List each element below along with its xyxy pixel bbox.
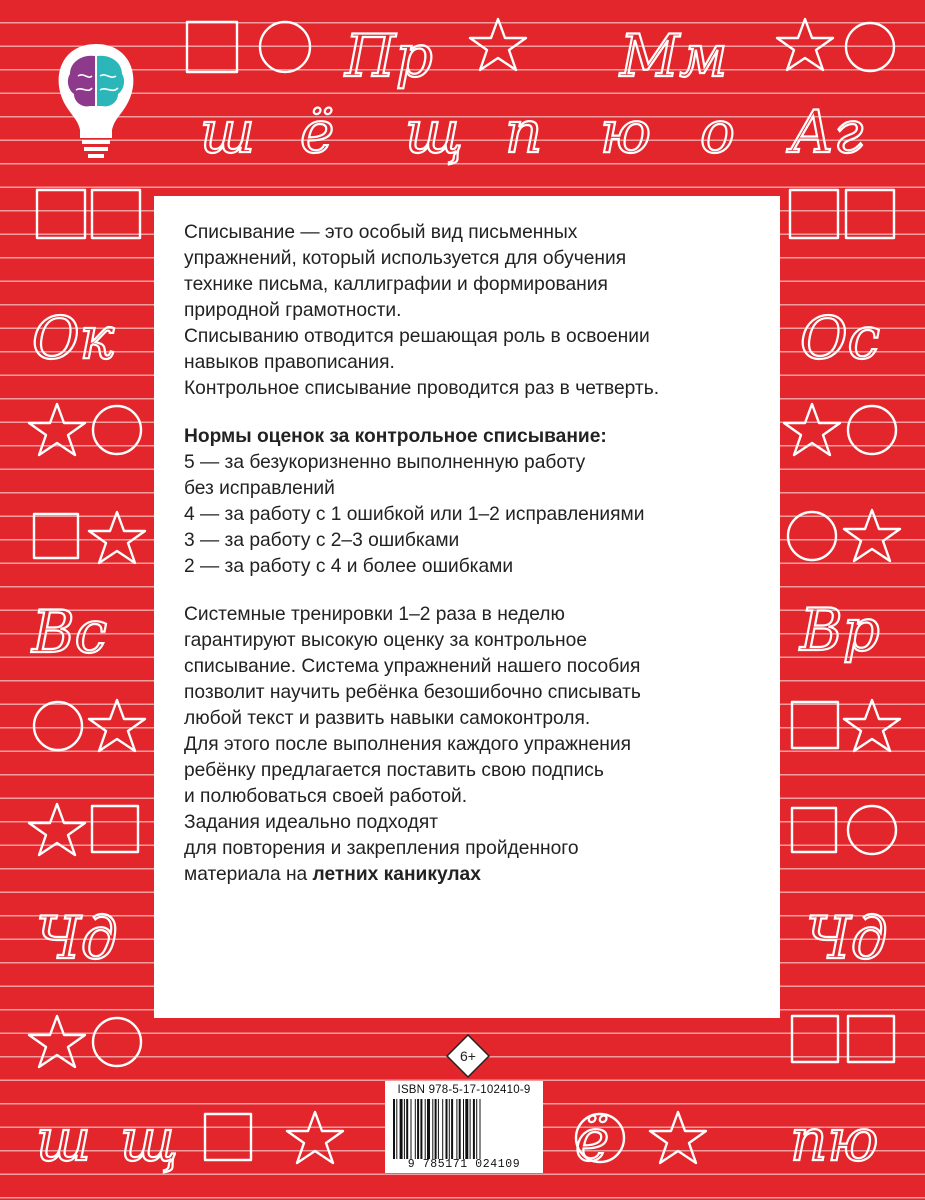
outro-line: Для этого после выполнения каждого упражнения [184, 734, 631, 755]
square-icon [92, 806, 138, 852]
intro-line: технике письма, каллиграфии и формирования [184, 274, 608, 295]
star-icon [650, 1112, 706, 1163]
outro-last-line [184, 862, 760, 888]
svg-text:ё: ё [575, 1106, 610, 1174]
outro-line: любой текст и развить навыки самоконтроля. [184, 708, 591, 729]
star-icon [470, 19, 526, 70]
isbn-text: ISBN 978-5-17-102410-9 [397, 1084, 531, 1096]
square-icon [790, 190, 838, 238]
star-icon [784, 404, 840, 455]
star-icon [89, 700, 145, 751]
svg-text:ю: ю [600, 98, 652, 166]
star-icon [844, 510, 900, 561]
norm-line: 5 — за безукоризненно выполненную работу [184, 452, 586, 473]
brain-lightbulb-logo [59, 44, 134, 158]
star-icon [287, 1112, 343, 1163]
svg-text:ё: ё [300, 98, 335, 166]
outro-line: списывание. Система упражнений нашего пособия [184, 656, 641, 677]
star-icon [29, 1016, 85, 1067]
svg-text:Чд: Чд [36, 904, 118, 972]
outro-line: Системные тренировки 1–2 раза в неделю [184, 604, 565, 625]
svg-text:Ос: Ос [800, 304, 881, 372]
age-rating-label: 6+ [460, 1048, 476, 1064]
norms-heading: Нормы оценок за контрольное списывание: [184, 426, 607, 447]
intro-line: Контрольное списывание проводится раз в четверть. [184, 378, 660, 399]
norm-line: 3 — за работу с 2–3 ошибками [184, 530, 460, 551]
square-icon [792, 702, 838, 748]
description-panel [154, 196, 780, 1018]
norm-line: 2 — за работу с 4 и более ошибками [184, 556, 514, 577]
svg-text:Вс: Вс [32, 598, 108, 666]
square-icon [205, 1114, 251, 1160]
intro-line: природной грамотности. [184, 300, 402, 321]
circle-icon [93, 1018, 141, 1066]
outro-line: и полюбоваться своей работой. [184, 786, 468, 807]
outro-line: Задания идеально подходят [184, 812, 439, 833]
circle-icon [788, 512, 836, 560]
outro-last-prefix: материала на [184, 864, 313, 885]
square-icon [34, 514, 78, 558]
star-icon [89, 512, 145, 563]
outro-line: для повторения и закрепления пройденного [184, 838, 579, 859]
square-icon [848, 1016, 894, 1062]
square-icon [792, 808, 836, 852]
square-icon [792, 1016, 838, 1062]
barcode-digits: 9 785171 024109 [407, 1158, 521, 1171]
circle-icon [93, 406, 141, 454]
outro-line: позволит научить ребёнка безошибочно списывать [184, 682, 641, 703]
barcode [385, 1081, 543, 1173]
svg-text:ш: ш [36, 1106, 91, 1174]
square-icon [187, 22, 237, 72]
svg-text:Вр: Вр [800, 596, 880, 664]
norm-line: 4 — за работу с 1 ошибкой или 1–2 исправлениями [184, 504, 645, 525]
svg-text:о: о [700, 98, 735, 166]
svg-text:Аг: Аг [790, 98, 864, 166]
square-icon [92, 190, 140, 238]
svg-text:Мм: Мм [620, 22, 728, 90]
intro-line: упражнений, который используется для обучения [184, 248, 627, 269]
circle-icon [848, 406, 896, 454]
svg-text:ш: ш [200, 98, 255, 166]
intro-line: навыков правописания. [184, 352, 395, 373]
outro-line: гарантируют высокую оценку за контрольное [184, 630, 587, 651]
circle-icon [34, 702, 82, 750]
circle-icon [260, 22, 310, 72]
star-icon [29, 404, 85, 455]
barcode-bars [389, 1099, 539, 1159]
square-icon [846, 190, 894, 238]
square-icon [37, 190, 85, 238]
summer-holidays-text: летних каникулах [312, 864, 481, 885]
svg-text:п: п [505, 98, 543, 166]
norm-line: без исправлений [184, 478, 335, 499]
svg-text:щ: щ [405, 98, 464, 166]
star-icon [29, 804, 85, 855]
svg-text:Чд: Чд [806, 904, 888, 972]
outro-line: ребёнку предлагается поставить свою подпись [184, 760, 604, 781]
intro-line: Списывание — это особый вид письменных [184, 222, 578, 243]
svg-text:Ок: Ок [32, 304, 115, 372]
intro-line: Списыванию отводится решающая роль в освоении [184, 326, 650, 347]
star-icon [844, 700, 900, 751]
star-icon [777, 19, 833, 70]
svg-text:Пр: Пр [345, 22, 433, 90]
svg-text:пю: пю [790, 1106, 879, 1174]
circle-icon [846, 23, 894, 71]
svg-text:щ: щ [120, 1106, 179, 1174]
circle-icon [848, 806, 896, 854]
